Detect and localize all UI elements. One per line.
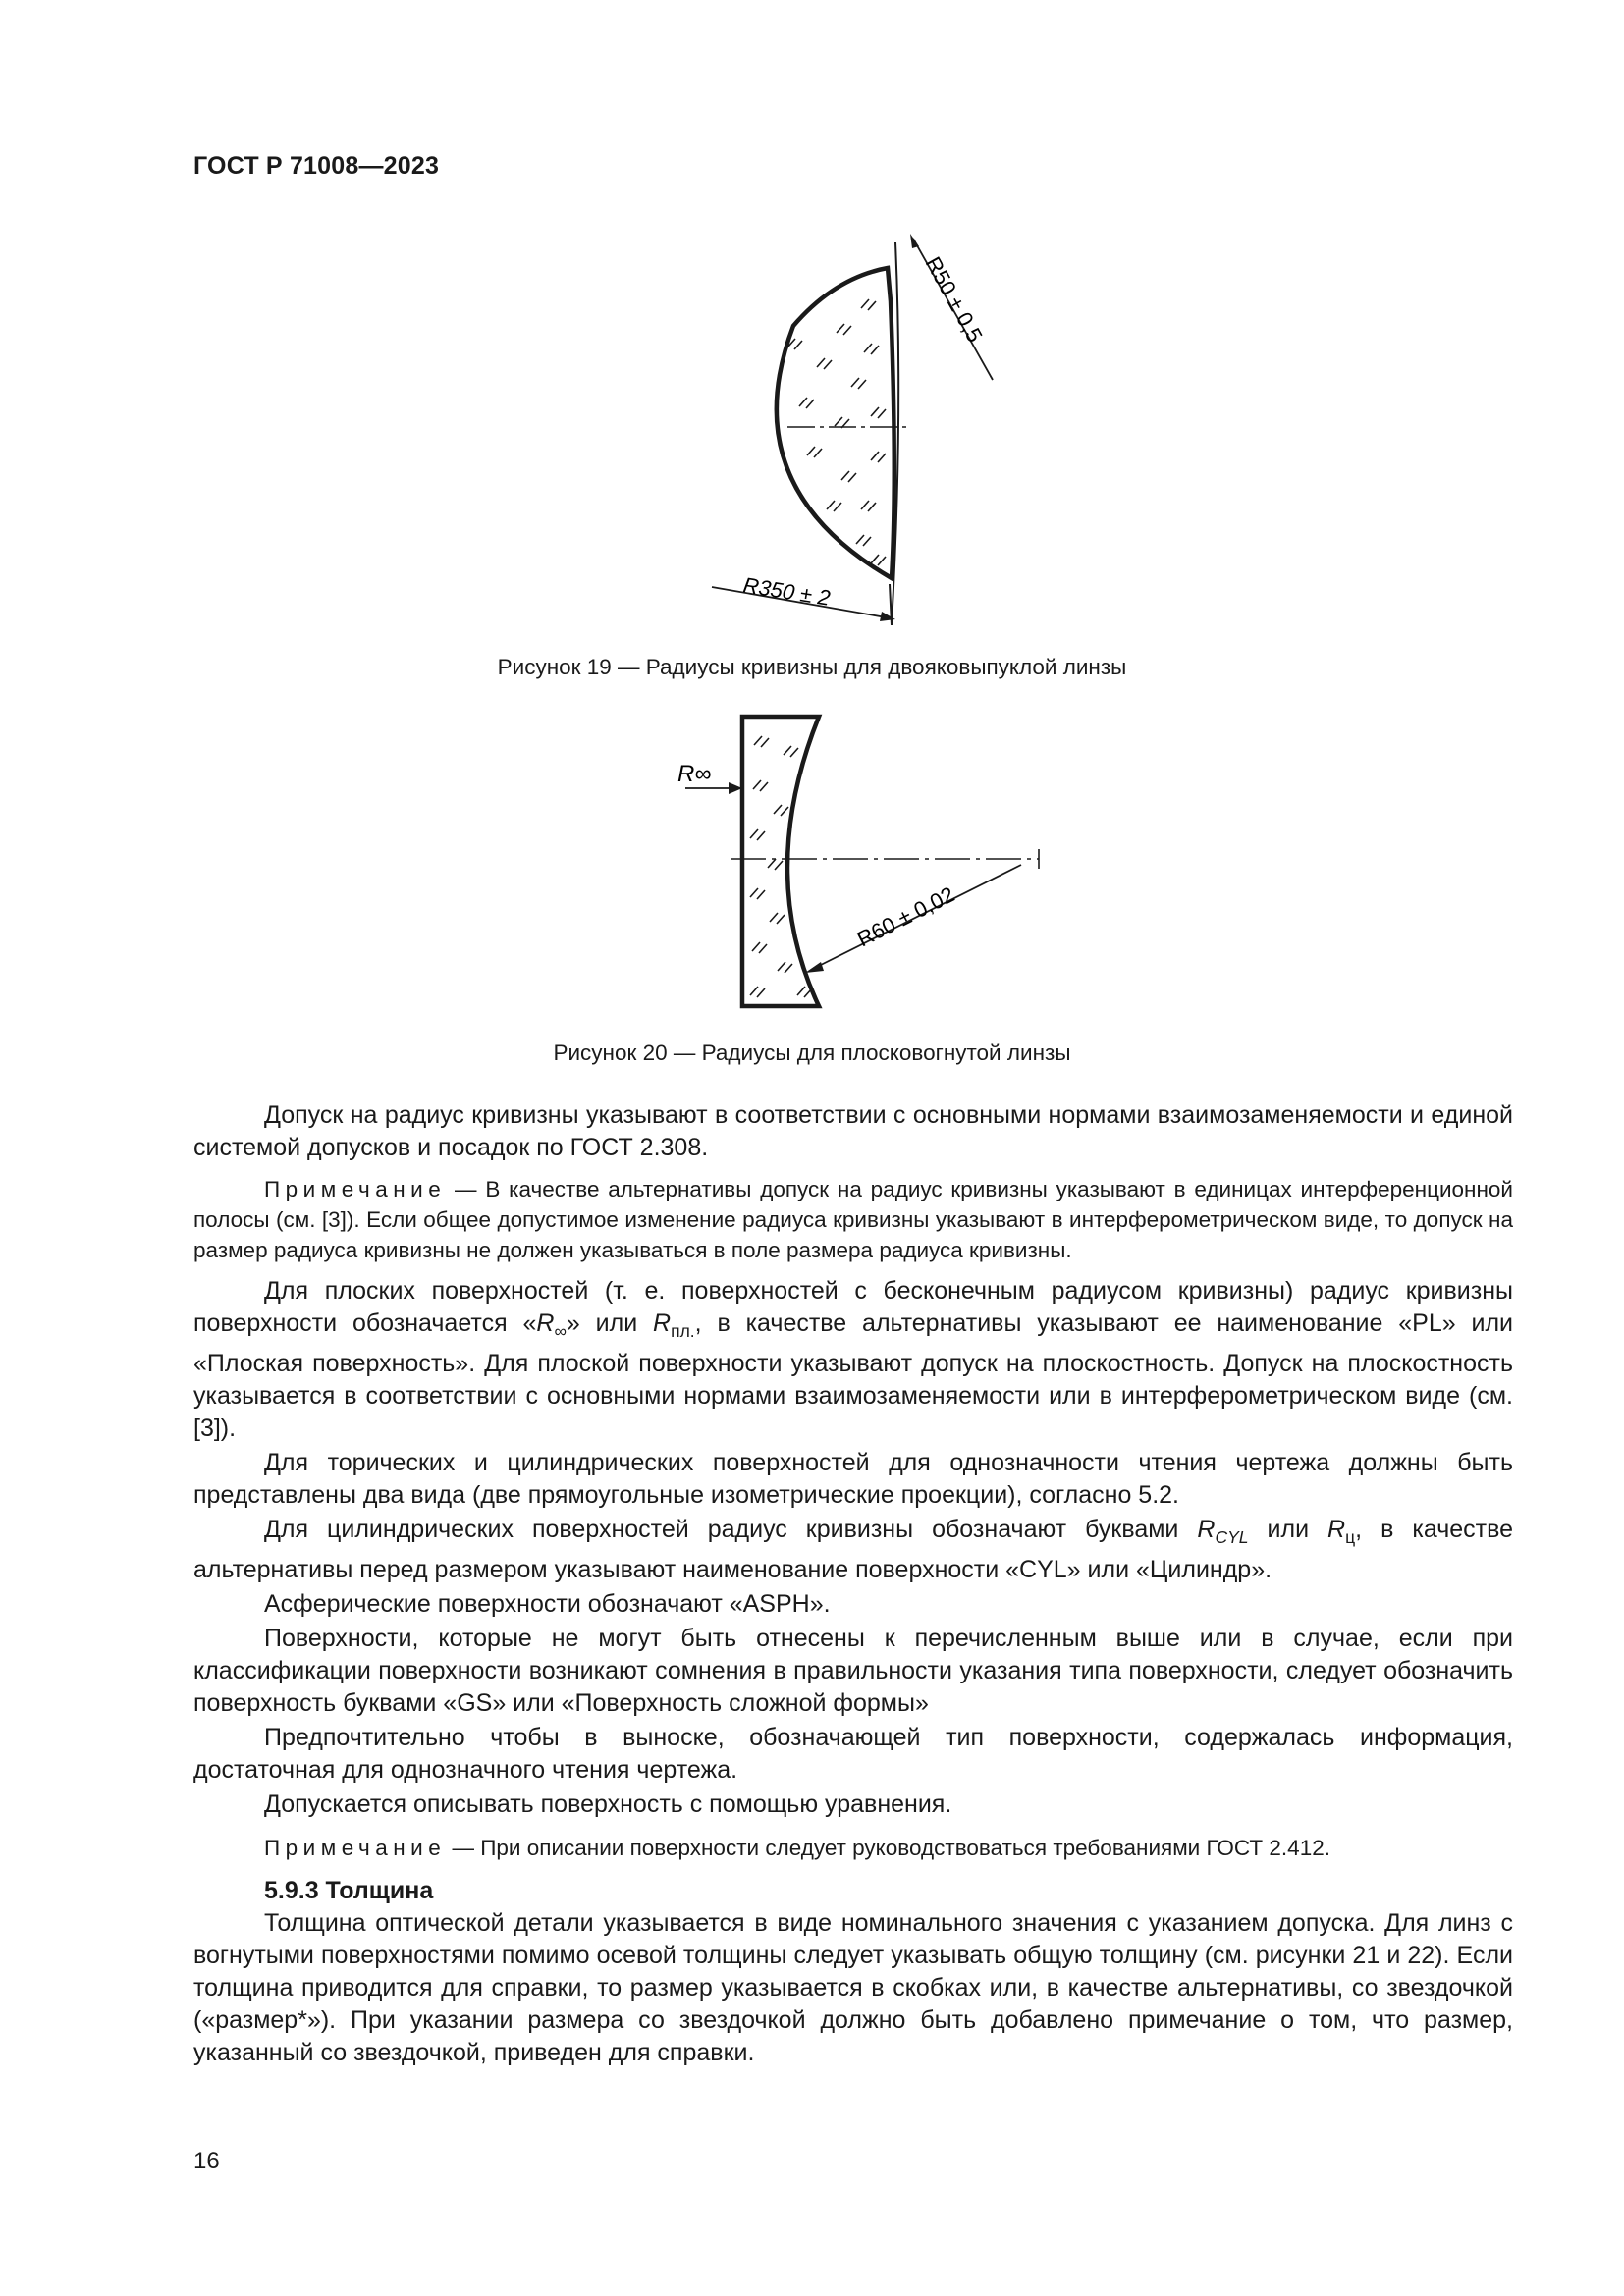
figure-19-caption: Рисунок 19 — Радиусы кривизны для двояковыпуклой линзы xyxy=(497,655,1127,679)
note-text: — В качестве альтернативы допуск на радиус кривизны указывают в единицах интерференционной полосы (см. [3]). Если общее допустимое изменение радиуса кривизны указывают в интерферометрическом виде, то допуск на размер радиуса кривизны не должен указываться в поле размера радиуса кривизны. xyxy=(193,1177,1513,1262)
page-number: 16 xyxy=(193,2148,220,2174)
note-label: Примечание xyxy=(264,1836,447,1860)
paragraph: Толщина оптической детали указывается в виде номинального значения с указанием допуска. Для линз с вогнутыми поверхностями помимо осевой толщины следует указывать общую толщину (см. рисунки 21 и 22). Если толщина приводится для справки, то размер указывается в скобках или, в качестве альтернативы, со звездочкой («размер*»). При указании размера со звездочкой должно быть добавлено примечание о том, что размер, указанный со звездочкой, приведен для справки. xyxy=(193,1909,1513,2066)
note-1 xyxy=(193,1174,1513,1265)
figure-20-planoconcave-lens xyxy=(668,702,1060,1026)
paragraph: Допускается описывать поверхность с помощью уравнения. xyxy=(264,1790,952,1818)
section-heading: 5.9.3 Толщина xyxy=(264,1877,434,1904)
r350-dimension-label: R350 ± 2 xyxy=(741,572,833,611)
document-code-header: ГОСТ Р 71008—2023 xyxy=(193,152,440,180)
paragraph: Для торических и цилиндрических поверхностей для однозначности чтения чертежа должны быть представлены два вида (две прямоугольные изометрические проекции), согласно 5.2. xyxy=(193,1449,1513,1509)
r-infinity-dimension-label: R∞ xyxy=(677,761,712,787)
body-text xyxy=(193,1099,1513,2069)
r50-dimension-label: R50 ± 0,5 xyxy=(920,252,988,347)
note-label: Примечание xyxy=(264,1177,447,1201)
paragraph: Поверхности, которые не могут быть отнесены к перечисленным выше или в случае, если при классификации поверхности возникают сомнения в правильности указания типа поверхности, следует обозначить поверхность буквами «GS» или «Поверхность сложной формы» xyxy=(193,1625,1513,1717)
paragraph: Допуск на радиус кривизны указывают в соответствии с основными нормами взаимозаменяемости и единой системой допусков и посадок по ГОСТ 2.308. xyxy=(193,1101,1513,1161)
note-2 xyxy=(193,1833,1513,1863)
paragraph: Для плоских поверхностей (т. е. поверхностей с бесконечным радиусом кривизны) радиус кривизны поверхности обозначается «$R_\infty$» или $R_{пл.}$, в качестве альтернативы указывают ее наименование «PL» или «Плоская поверхность». Для плоской поверхности указывают допуск на плоскостность. Допуск на плоскостность указывается в соответствии с основными нормами взаимозаменяемости или в интерферометрическом виде (см. [3]). xyxy=(193,1277,1513,1442)
paragraph: Предпочтительно чтобы в выноске, обозначающей тип поверхности, содержалась информация, достаточная для однозначного чтения чертежа. xyxy=(193,1724,1513,1784)
paragraph: Для цилиндрических поверхностей радиус кривизны обозначают буквами $R_{CYL}$ или $R_ц$, в качестве альтернативы перед размером указывают наименование поверхности «CYL» или «Цилиндр». xyxy=(193,1516,1513,1583)
note-text: — При описании поверхности следует руководствоваться требованиями ГОСТ 2.412. xyxy=(446,1836,1330,1860)
paragraph: Асферические поверхности обозначают «ASPH». xyxy=(264,1590,831,1618)
figure-19-biconvex-lens xyxy=(668,221,1041,633)
figure-20-caption: Рисунок 20 — Радиусы для плосковогнутой линзы xyxy=(553,1041,1071,1065)
r60-dimension-label: R60 ± 0,02 xyxy=(852,881,959,952)
